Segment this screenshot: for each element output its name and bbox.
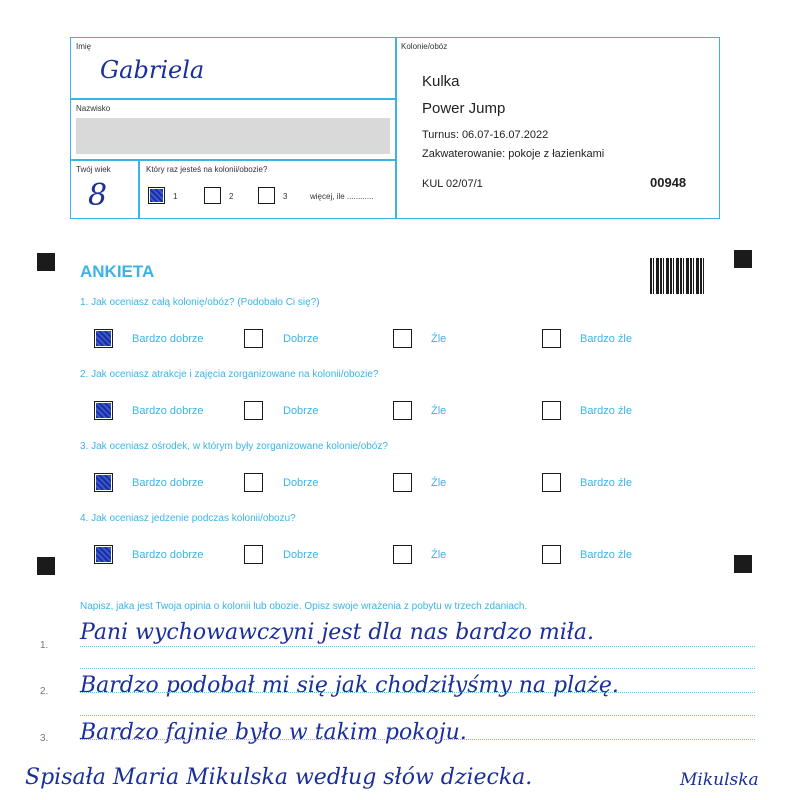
header-divider-3: [138, 159, 140, 219]
question-4: 4. Jak oceniasz jedzenie podczas kolonii/obozu?: [80, 513, 296, 524]
opinion-line-number-2: 2.: [40, 686, 49, 697]
q1-option-dobrze: Dobrze: [283, 333, 319, 345]
question-3: 3. Jak oceniasz ośrodek, w którym były zorganizowane kolonie/obóz?: [80, 441, 388, 452]
q4-option-bardzo-zle: Bardzo źle: [580, 549, 632, 561]
q1-checkbox-bardzo-zle[interactable]: [542, 329, 561, 348]
colony-name: Kulka: [422, 73, 460, 90]
q2-checkbox-dobrze[interactable]: [244, 401, 263, 420]
ktory-checkbox-3[interactable]: [258, 187, 275, 204]
imie-label: Imię: [76, 42, 92, 51]
q4-option-bardzo-dobrze: Bardzo dobrze: [132, 549, 204, 561]
nazwisko-redacted: [76, 118, 390, 154]
colony-program: Power Jump: [422, 100, 506, 117]
survey-title: ANKIETA: [80, 262, 155, 281]
wiek-label: Twój wiek: [76, 165, 111, 174]
opinion-line-1-text[interactable]: Pani wychowawczyni jest dla nas bardzo miła.: [80, 620, 594, 645]
registration-marker-top-right: [734, 250, 752, 268]
opinion-line-number-1: 1.: [40, 640, 49, 651]
barcode-icon: [650, 258, 704, 294]
footer-note: Spisała Maria Mikulska według słów dziecka.: [25, 765, 533, 790]
ktory-checkbox-1[interactable]: [148, 187, 165, 204]
ktory-option-2: 2: [229, 192, 234, 201]
colony-turnus: Turnus: 06.07-16.07.2022: [422, 129, 549, 141]
q1-checkbox-dobrze[interactable]: [244, 329, 263, 348]
colony-code: KUL 02/07/1: [422, 178, 483, 190]
q4-checkbox-bardzo-dobrze[interactable]: [94, 545, 113, 564]
q2-checkbox-bardzo-zle[interactable]: [542, 401, 561, 420]
ktory-label: Który raz jesteś na kolonii/obozie?: [146, 165, 268, 174]
colony-label: Kolonie/obóz: [401, 42, 448, 51]
q3-option-dobrze: Dobrze: [283, 477, 319, 489]
q2-checkbox-bardzo-dobrze[interactable]: [94, 401, 113, 420]
q4-checkbox-bardzo-zle[interactable]: [542, 545, 561, 564]
question-2: 2. Jak oceniasz atrakcje i zajęcia zorganizowane na kolonii/obozie?: [80, 369, 379, 380]
q2-option-zle: Źle: [431, 405, 447, 417]
registration-marker-bottom-left: [37, 557, 55, 575]
header-divider-2: [70, 159, 396, 161]
ktory-option-3: 3: [283, 192, 288, 201]
ktory-checkbox-2[interactable]: [204, 187, 221, 204]
registration-marker-top-left: [37, 253, 55, 271]
header-vertical-divider: [395, 37, 397, 219]
q3-option-bardzo-zle: Bardzo źle: [580, 477, 632, 489]
q1-option-bardzo-zle: Bardzo źle: [580, 333, 632, 345]
opinion-line-1-dotted: [80, 646, 755, 647]
ktory-option-1: 1: [173, 192, 178, 201]
q1-checkbox-bardzo-dobrze[interactable]: [94, 329, 113, 348]
q2-option-bardzo-dobrze: Bardzo dobrze: [132, 405, 204, 417]
wiek-handwritten[interactable]: 8: [88, 178, 108, 213]
q1-option-bardzo-dobrze: Bardzo dobrze: [132, 333, 204, 345]
colony-number: 00948: [650, 175, 687, 190]
imie-handwritten[interactable]: Gabriela: [100, 56, 205, 84]
wiecej-label: więcej, ile ............: [310, 192, 374, 201]
q3-option-zle: Źle: [431, 477, 447, 489]
q4-option-zle: Źle: [431, 549, 447, 561]
q2-checkbox-zle[interactable]: [393, 401, 412, 420]
opinion-prompt: Napisz, jaka jest Twoja opinia o kolonii lub obozie. Opisz swoje wrażenia z pobytu w trzech zdaniach.: [80, 601, 528, 612]
q2-option-dobrze: Dobrze: [283, 405, 319, 417]
nazwisko-label: Nazwisko: [76, 104, 111, 113]
signature: Mikulska: [680, 770, 759, 790]
opinion-line-2-dotted: [80, 692, 755, 693]
question-1: 1. Jak oceniasz całą kolonię/obóz? (Podobało Ci się?): [80, 297, 320, 308]
q3-checkbox-bardzo-dobrze[interactable]: [94, 473, 113, 492]
q3-checkbox-zle[interactable]: [393, 473, 412, 492]
opinion-line-2b-dotted: [80, 715, 755, 716]
q3-checkbox-dobrze[interactable]: [244, 473, 263, 492]
q3-option-bardzo-dobrze: Bardzo dobrze: [132, 477, 204, 489]
q4-option-dobrze: Dobrze: [283, 549, 319, 561]
colony-zakwaterowanie: Zakwaterowanie: pokoje z łazienkami: [422, 148, 605, 160]
opinion-line-1b-dotted: [80, 668, 755, 669]
opinion-line-3-text[interactable]: Bardzo fajnie było w takim pokoju.: [80, 720, 467, 745]
q1-checkbox-zle[interactable]: [393, 329, 412, 348]
registration-marker-bottom-right: [734, 555, 752, 573]
opinion-line-2-text[interactable]: Bardzo podobał mi się jak chodziłyśmy na plażę.: [80, 673, 619, 698]
q4-checkbox-dobrze[interactable]: [244, 545, 263, 564]
q4-checkbox-zle[interactable]: [393, 545, 412, 564]
header-divider-1: [70, 98, 396, 100]
q3-checkbox-bardzo-zle[interactable]: [542, 473, 561, 492]
opinion-line-3-dotted: [80, 739, 755, 740]
q2-option-bardzo-zle: Bardzo źle: [580, 405, 632, 417]
opinion-line-number-3: 3.: [40, 733, 49, 744]
q1-option-zle: Źle: [431, 333, 447, 345]
